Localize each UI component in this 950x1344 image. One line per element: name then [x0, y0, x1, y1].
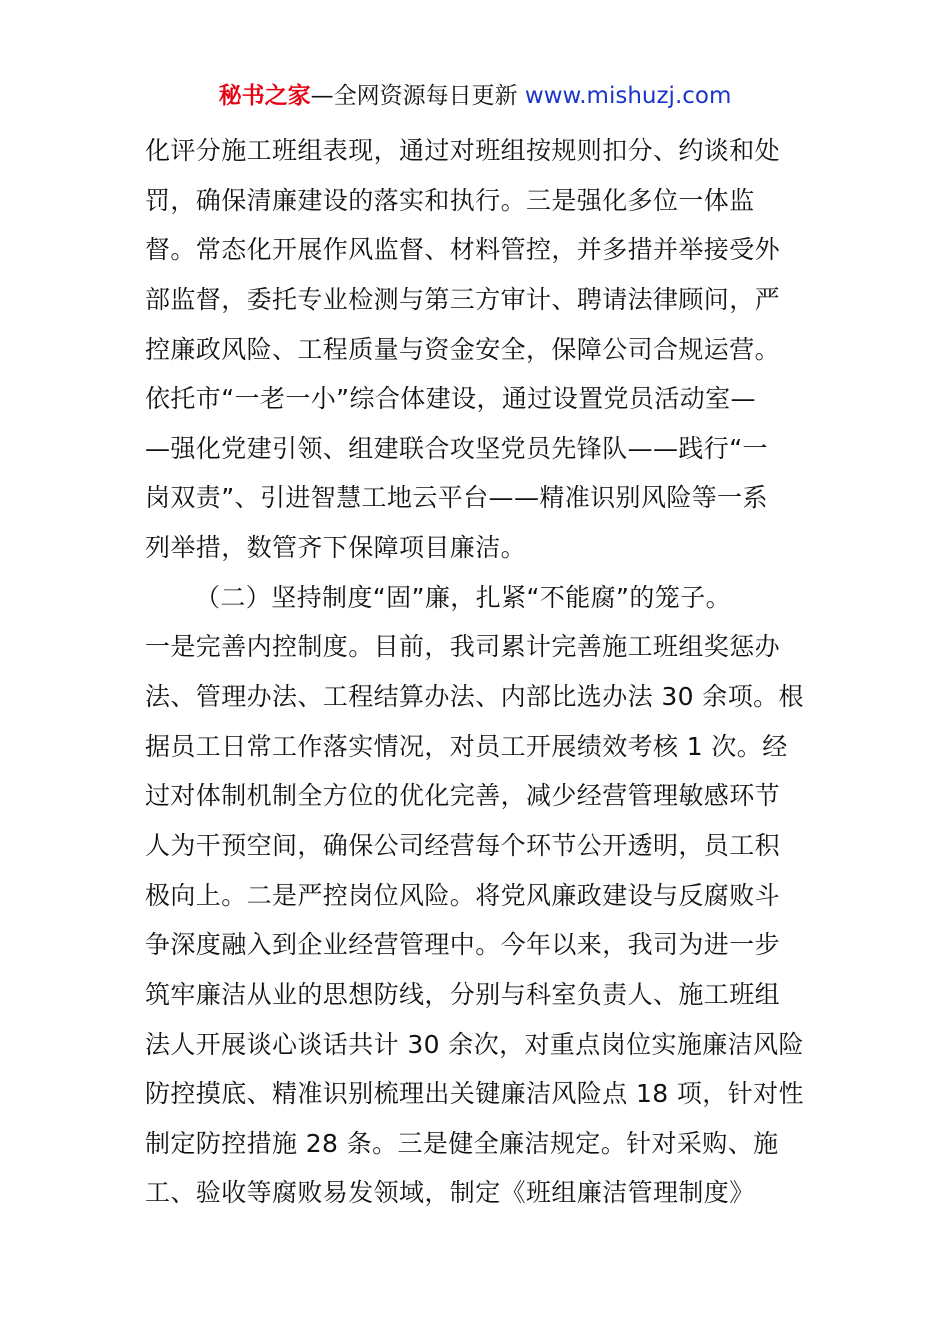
section-heading: （二）坚持制度“固”廉，扎紧“不能腐”的笼子。	[195, 582, 732, 612]
body-line: 工、验收等腐败易发领域，制定《班组廉洁管理制度》	[145, 1178, 755, 1208]
body-line: 法人开展谈心谈话共计 30 余次，对重点岗位实施廉洁风险	[145, 1029, 804, 1059]
body-line: 人为干预空间，确保公司经营每个环节公开透明，员工积	[145, 830, 781, 860]
site-brand-name: 秘书之家	[218, 83, 311, 109]
body-line: 法、管理办法、工程结算办法、内部比选办法 30 余项。根	[145, 682, 804, 712]
site-slogan: —全网资源每日更新	[310, 83, 518, 109]
site-url-link[interactable]: www.mishuzj.com	[524, 83, 732, 109]
body-line: 部监督，委托专业检测与第三方审计、聘请法律顾问，严	[145, 284, 781, 314]
body-line: 极向上。二是严控岗位风险。将党风廉政建设与反腐败斗	[145, 880, 781, 910]
body-line: 岗双责”、引进智慧工地云平台——精准识别风险等一系	[145, 483, 768, 513]
body-line: 控廉政风险、工程质量与资金安全，保障公司合规运营。	[145, 334, 781, 364]
body-line: 罚，确保清廉建设的落实和执行。三是强化多位一体监	[145, 185, 755, 215]
body-line: 列举措，数管齐下保障项目廉洁。	[145, 533, 527, 563]
body-line: 过对体制机制全方位的优化完善，减少经营管理敏感环节	[145, 781, 781, 811]
body-line: 防控摸底、精准识别梳理出关键廉洁风险点 18 项，针对性	[145, 1079, 804, 1109]
body-line: 据员工日常工作落实情况，对员工开展绩效考核 1 次。经	[145, 731, 788, 761]
body-line: 争深度融入到企业经营管理中。今年以来，我司为进一步	[145, 930, 781, 960]
site-watermark-header	[0, 80, 950, 112]
body-line: 依托市“一老一小”综合体建设，通过设置党员活动室—	[145, 384, 756, 414]
body-line: —强化党建引领、组建联合攻坚党员先锋队——践行“一	[145, 433, 768, 463]
document-body	[145, 126, 813, 1218]
body-line: 筑牢廉洁从业的思想防线，分别与科室负责人、施工班组	[145, 979, 781, 1009]
body-line: 化评分施工班组表现，通过对班组按规则扣分、约谈和处	[145, 136, 781, 165]
body-line: 制定防控措施 28 条。三是健全廉洁规定。针对采购、施	[145, 1128, 779, 1158]
body-line: 督。常态化开展作风监督、材料管控，并多措并举接受外	[145, 235, 781, 265]
body-line: 一是完善内控制度。目前，我司累计完善施工班组奖惩办	[145, 632, 781, 662]
